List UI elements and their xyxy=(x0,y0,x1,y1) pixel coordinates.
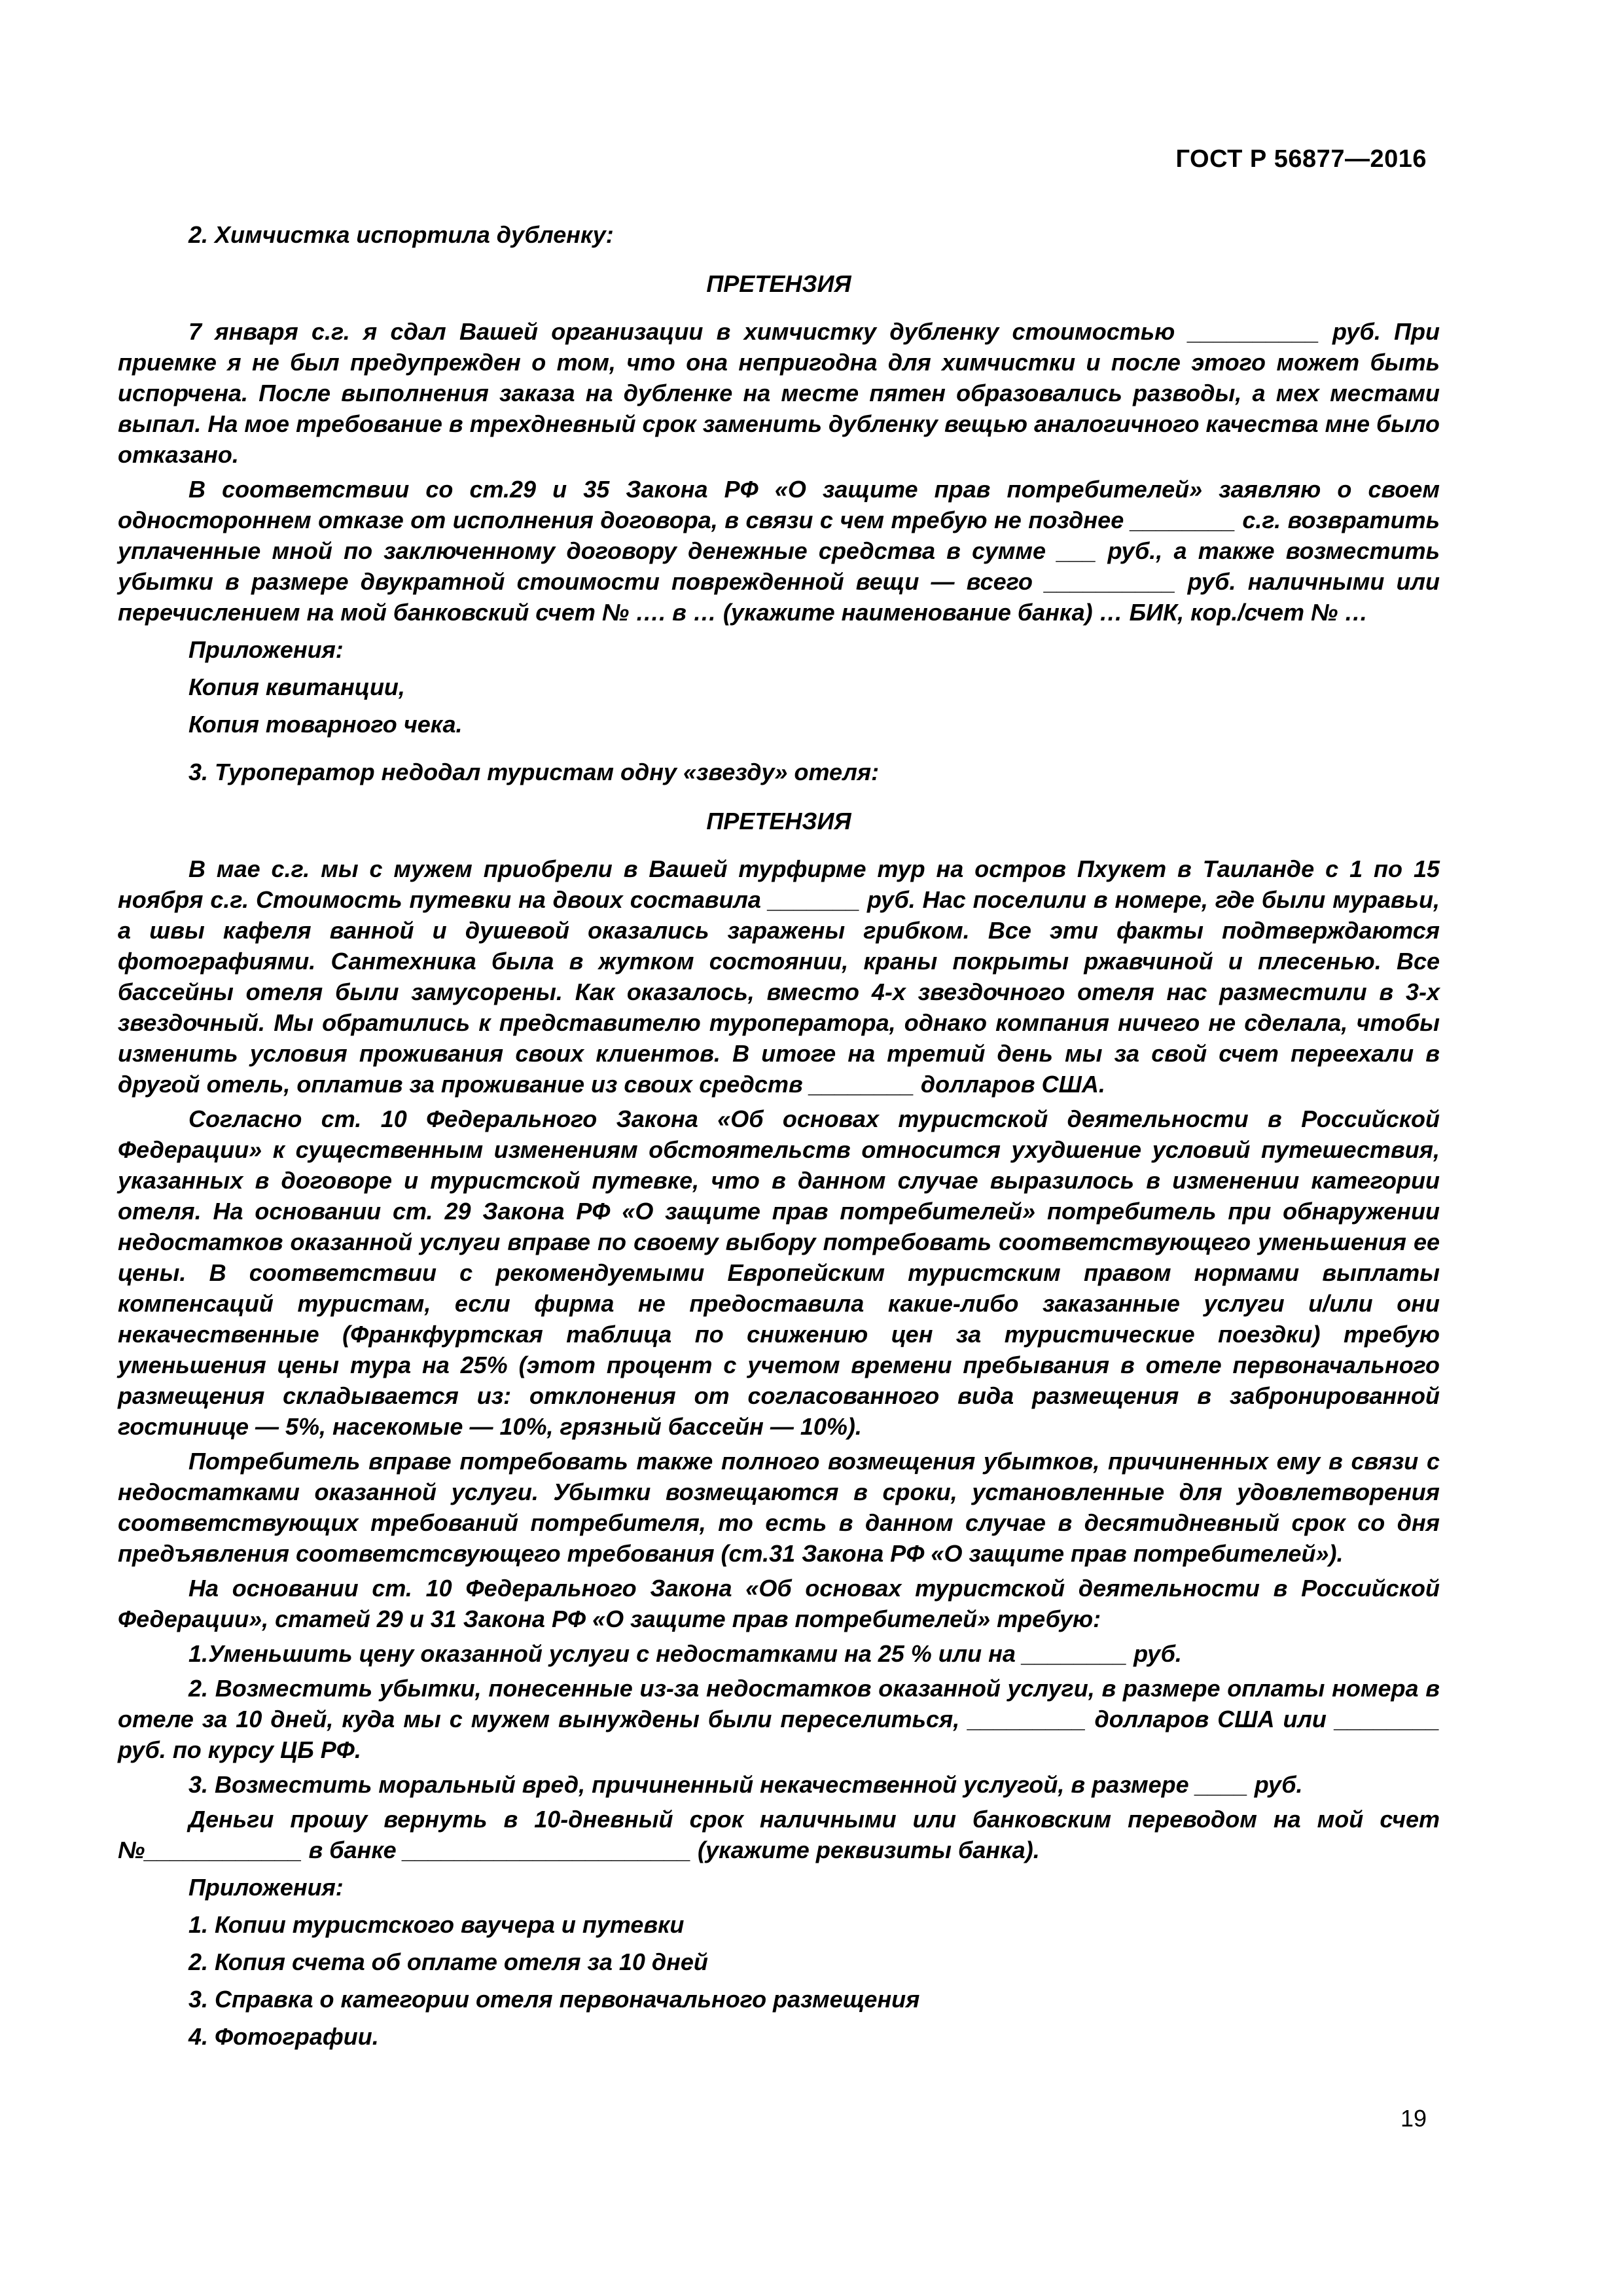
claim-paragraph: Потребитель вправе потребовать также полного возмещения убытков, причиненных ему в связи с недостатками оказанной услуги. Убытки возмещаются в сроки, установленные для удовлетворения соответствующих требований потребителя, то есть в данном случае в десятидневный срок со дня предъявления соответстсвующего требования (ст.31 Закона РФ «О защите прав потребителей»). xyxy=(118,1448,1440,1567)
standard-header: ГОСТ Р 56877—2016 xyxy=(1175,145,1427,173)
attachment-item: 1. Копии туристского ваучера и путевки xyxy=(188,1911,685,1938)
attachment-item: Копия квитанции, xyxy=(188,673,405,700)
claim-paragraph: Согласно ст. 10 Федерального Закона «Об основах туристской деятельности в Российской Федерации» к существенным изменениям обстоятельств относится ухудшение условий путешествия, указанных в договоре и туристской путевке, что в данном случае выразилось в изменении категории отеля. На основании ст. 29 Закона РФ «О защите прав потребителей» потребитель при обнаружении недостатков оказанной услуги вправе по своему выбору потребовать соответствующего уменьшения ее цены. В соответствии с рекомендуемыми Европейским туристским правом нормами выплаты компенсаций туристам, если фирма не предоставила какие-либо заказанные услуги и/или они некачественные (Франкфуртская таблица по снижению цен за туристические поездки) требую уменьшения цены тура на 25% (этот процент с учетом времени пребывания в отеле первоначального размещения складывается из: отклонения от согласованного вида размещения в забронированной гостинице — 5%, насекомые — 10%, грязный бассейн — 10%). xyxy=(118,1105,1440,1440)
demand-item: 1.Уменьшить цену оказанной услуги с недостатками на 25 % или на ________ руб. xyxy=(188,1640,1182,1667)
attachment-item: Копия товарного чека. xyxy=(188,711,463,738)
claim-paragraph: 7 января с.г. я сдал Вашей организации в химчистку дубленку стоимостью __________ руб. При приемке я не был предупрежден о том, что она непригодна для химчистки и после этого может быть испорчена. После выполнения заказа на дубленке на месте пятен образовались разводы, а мех местами выпал. На мое требование в трехдневный срок заменить дубленку вещью аналогичного качества мне было отказано. xyxy=(118,318,1440,468)
claim-paragraph: В соответствии со ст.29 и 35 Закона РФ «О защите прав потребителей» заявляю о своем одностороннем отказе от исполнения договора, в связи с чем требую не позднее ________ с.г. возвратить уплаченные мной по заключенному договору денежные средства в сумме ___ руб., а также возместить убытки в размере двукратной стоимости поврежденной вещи — всего __________ руб. наличными или перечислением на мой банковский счет № …. в … (укажите наименование банка) … БИК, кор./счет № … xyxy=(118,476,1440,626)
section-heading: 2. Химчистка испортила дубленку: xyxy=(188,221,614,248)
attachment-item: 2. Копия счета об оплате отеля за 10 дней xyxy=(188,1948,708,1975)
demand-item: 3. Возместить моральный вред, причиненный некачественной услугой, в размере ____ руб. xyxy=(188,1771,1303,1798)
attachments-label: Приложения: xyxy=(188,1874,344,1901)
attachments-label: Приложения: xyxy=(188,636,344,663)
claim-title: ПРЕТЕНЗИЯ xyxy=(706,270,851,297)
claim-title: ПРЕТЕНЗИЯ xyxy=(706,808,851,834)
attachment-item: 3. Справка о категории отеля первоначального размещения xyxy=(188,1986,920,2013)
section-heading: 3. Туроператор недодал туристам одну «звезду» отеля: xyxy=(188,759,880,785)
claim-paragraph: В мае с.г. мы с мужем приобрели в Вашей турфирме тур на остров Пхукет в Таиланде с 1 по 15 ноября с.г. Стоимость путевки на двоих составила _______ руб. Нас поселили в номере, где были муравьи, а швы кафеля ванной и душевой оказались заражены грибком. Все эти факты подтверждаются фотографиями. Сантехника была в жутком состоянии, краны покрыты ржавчиной и плесенью. Все бассейны отеля были замусорены. Как оказалось, вместо 4-х звездочного отеля нас разместили в 3-х звездочный. Мы обратились к представителю туроператора, однако компания ничего не сделала, чтобы изменить условия проживания своих клиентов. В итоге на третий день мы за свой счет переехали в другой отель, оплатив за проживание из своих средств ________ долларов США. xyxy=(118,855,1440,1098)
claim-paragraph: На основании ст. 10 Федерального Закона «Об основах туристской деятельности в Российской Федерации», статей 29 и 31 Закона РФ «О защите прав потребителей» требую: xyxy=(118,1575,1440,1632)
page-content xyxy=(118,219,1440,2052)
claim-paragraph: Деньги прошу вернуть в 10-дневный срок наличными или банковским переводом на мой счет №____________ в банке ______________________ (укажите реквизиты банка). xyxy=(118,1806,1440,1863)
page-number: 19 xyxy=(1400,2105,1427,2132)
demand-item: 2. Возместить убытки, понесенные из-за недостатков оказанной услуги, в размере оплаты номера в отеле за 10 дней, куда мы с мужем вынуждены были переселиться, _________ долларов США или ________ руб. по курсу ЦБ РФ. xyxy=(118,1675,1440,1763)
attachment-item: 4. Фотографии. xyxy=(188,2023,379,2050)
